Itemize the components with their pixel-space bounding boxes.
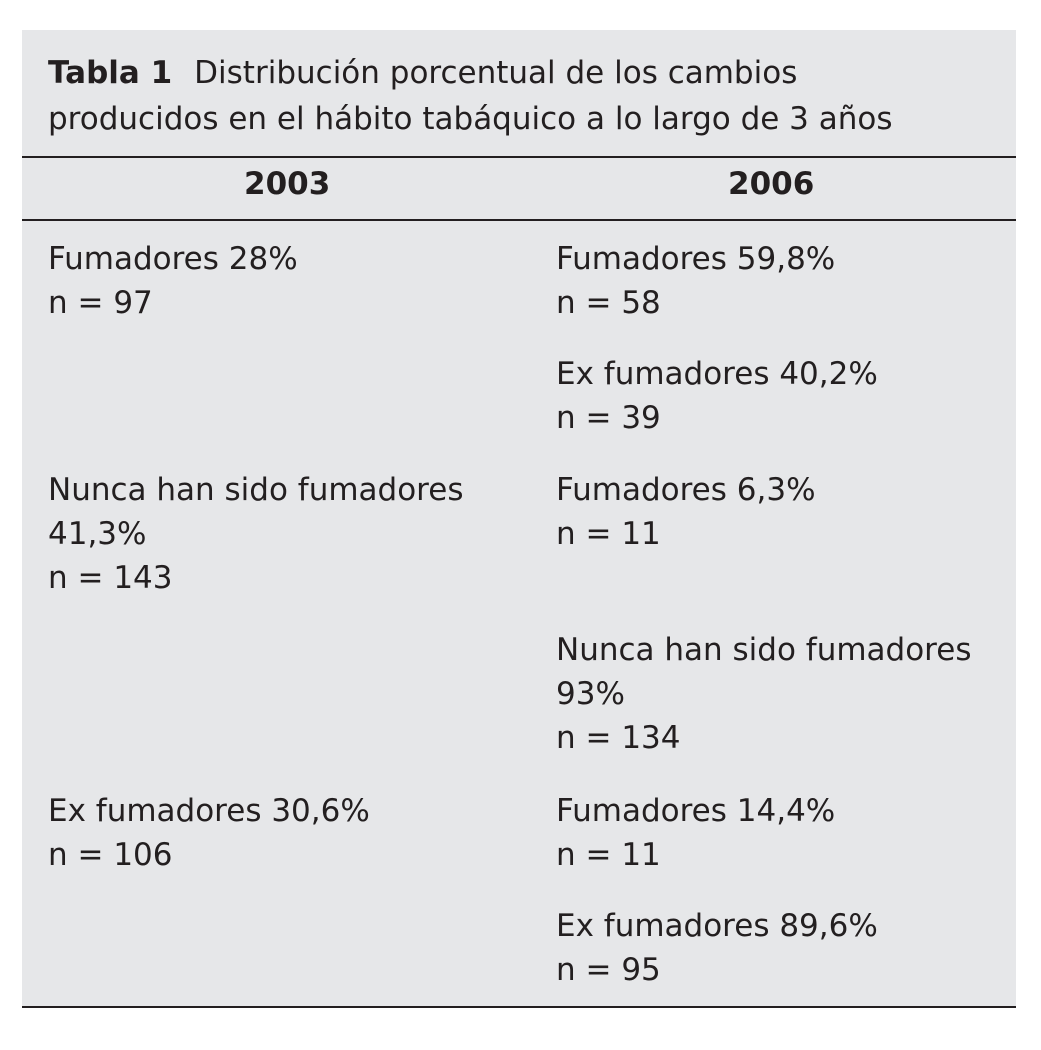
cell-2003-smokers: Fumadores 28% n = 97 [48, 241, 298, 321]
column-header-2006: 2006 [728, 166, 815, 202]
cell-2006-ex-smokers-c: Ex fumadores 89,6% n = 95 [556, 908, 878, 988]
cell-2006-smokers-a: Fumadores 59,8% n = 58 [556, 241, 836, 321]
cell-2003-never-smokers: Nunca han sido fumadores 41,3% n = 143 [48, 472, 464, 596]
table-caption [48, 50, 978, 142]
cell-2006-never-smokers: Nunca han sido fumadores 93% n = 134 [556, 632, 972, 756]
cell-2006-smokers-c: Fumadores 14,4% n = 11 [556, 793, 836, 873]
cell-2006-ex-smokers-a: Ex fumadores 40,2% n = 39 [556, 356, 878, 436]
header-rule [22, 219, 1016, 221]
cell-2003-ex-smokers: Ex fumadores 30,6% n = 106 [48, 793, 370, 873]
column-header-2003: 2003 [244, 166, 331, 202]
caption-line-2: producidos en el hábito tabáquico a lo largo de 3 años [48, 101, 893, 137]
bottom-rule [22, 1006, 1016, 1008]
table-panel [22, 30, 1016, 1008]
cell-2006-smokers-b: Fumadores 6,3% n = 11 [556, 472, 816, 552]
table-label: Tabla 1 [48, 55, 173, 91]
top-rule [22, 156, 1016, 158]
caption-line-1: Distribución porcentual de los cambios [194, 55, 798, 91]
